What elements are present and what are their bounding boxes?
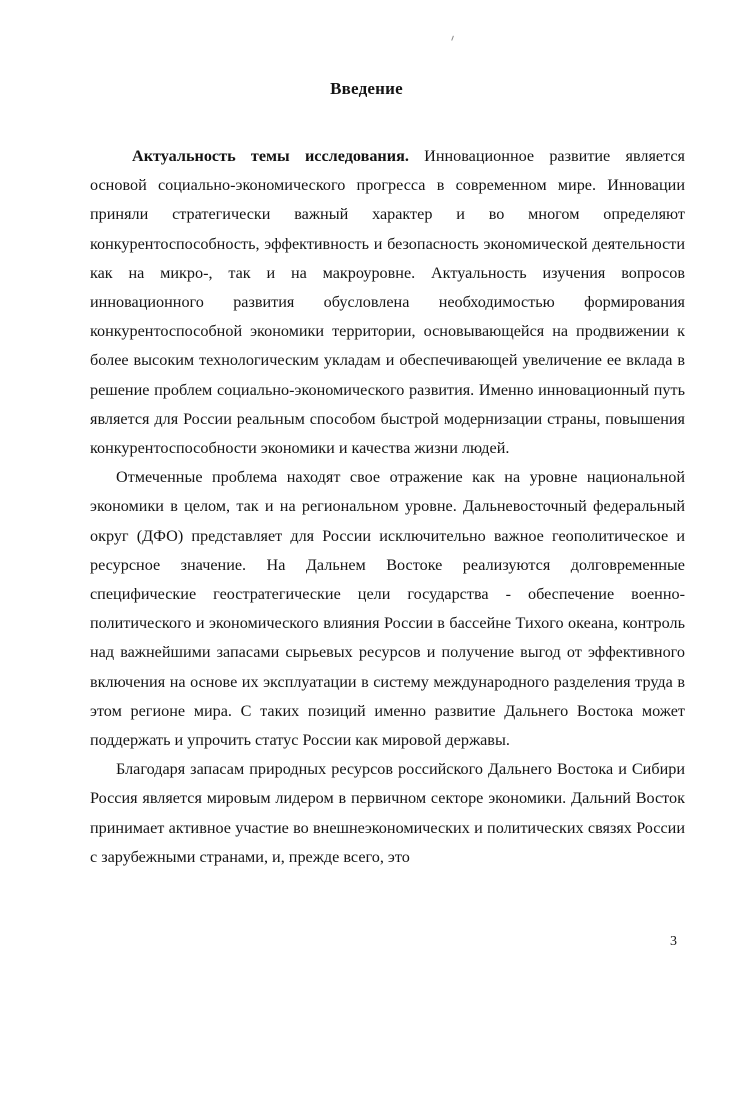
page-title: Введение <box>330 79 403 98</box>
paragraph-1-text: Инновационное развитие является основой социально-экономического прогресса в современном мире. Инновации приняли стратегически важный характер и во многом определяют конкурентоспособность, эффективность и безопасность экономической деятельности как на микро-, так и на макроуровне. Актуальность изучения вопросов инновационного развития обусловлена необходимостью формирования конкурентоспособной экономики территории, основывающейся на продвижении к более высоким технологическим укладам и обеспечивающей увеличение ее вклада в решение проблем социально-экономического развития. Именно инновационный путь является для России реальным способом быстрой модернизации страны, повышения конкурентоспособности экономики и качества жизни людей. <box>90 147 685 458</box>
scan-mark <box>451 36 456 42</box>
paragraph-2: Отмеченные проблема находят свое отражение как на уровне национальной экономики в целом, так и на региональном уровне. Дальневосточный федеральный округ (ДФО) представляет для России исключительно важное геополитическое и ресурсное значение. На Дальнем Востоке реализуются долговременные специфические геостратегические цели государства - обеспечение военно-политического и экономического влияния России в бассейне Тихого океана, контроль над важнейшими запасами сырьевых ресурсов и получение выгод от эффективного включения на основе их эксплуатации в систему международного разделения труда в этом регионе мира. С таких позиций именно развитие Дальнего Востока может поддержать и упрочить статус России как мировой державы. <box>90 468 685 750</box>
paragraph-3: Благодаря запасам природных ресурсов российского Дальнего Востока и Сибири Россия является мировым лидером в первичном секторе экономики. Дальний Восток принимает активное участие во внешнеэкономических и политических связях России с зарубежными странами, и, прежде всего, это <box>90 760 685 866</box>
document-body <box>90 142 685 872</box>
paragraph-1 <box>90 142 685 463</box>
page-number: 3 <box>670 934 677 949</box>
paragraph-1-lead: Актуальность темы исследования. <box>132 147 409 165</box>
